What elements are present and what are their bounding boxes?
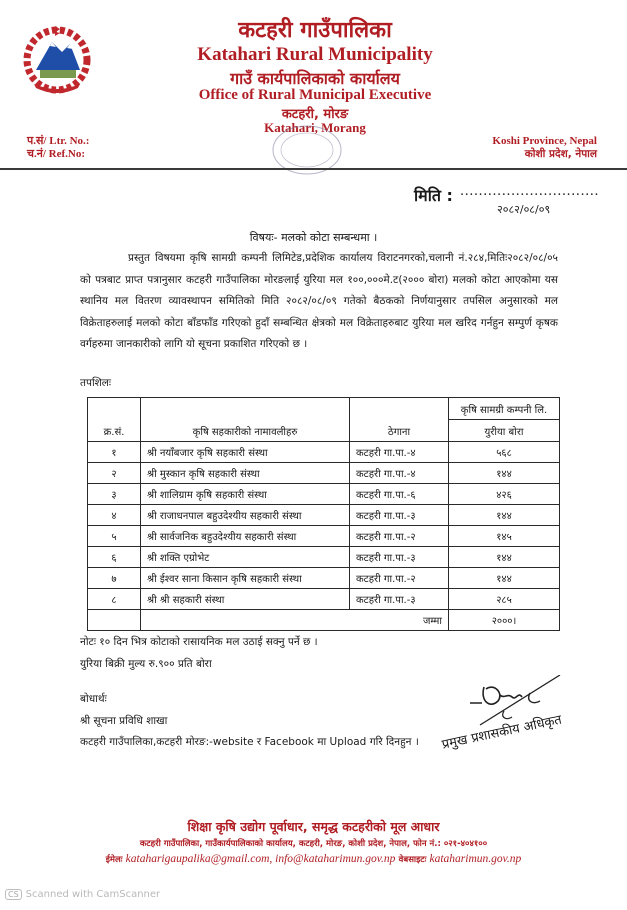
row-qty: १४४ — [449, 505, 560, 526]
cc-line-2: कटहरी गाउँपालिका,कटहरी मोरङ:-website र Facebook मा Upload गरि दिनहुन । — [80, 736, 419, 748]
subject-line: विषयः- मलको कोटा सम्बन्धमा । — [249, 231, 378, 244]
row-address: कटहरी गा.पा.-३ — [350, 505, 449, 526]
footer-address: कटहरी गाउँपालिका, गाउँकार्यपालिकाको कार्यालय, कटहरी, मोरङ, कोशी प्रदेश, नेपाल, फोन नं.: ०२१-४०४१०० — [139, 839, 488, 849]
row-sn: २ — [88, 463, 141, 484]
row-name: श्री मुस्कान कृषि सहकारी संस्था — [141, 463, 350, 484]
row-sn: ४ — [88, 505, 141, 526]
row-qty: १४४ — [449, 547, 560, 568]
table-row — [88, 463, 560, 484]
row-qty: १४५ — [449, 526, 560, 547]
table-row — [88, 526, 560, 547]
row-name: श्री सार्वजनिक बहुउदेश्यीय सहकारी संस्था — [141, 526, 350, 547]
date-value: २०८२/०८/०९ — [497, 203, 551, 216]
office-stamp-icon — [262, 120, 352, 180]
date-dots: .............................. — [460, 184, 599, 199]
row-name: श्री शक्ति एग्रोभेट — [141, 547, 350, 568]
table-row — [88, 484, 560, 505]
row-name: श्री ईश्वर साना किसान कृषि सहकारी संस्था — [141, 568, 350, 589]
table-row — [88, 589, 560, 610]
header-name: कृषि सहकारीको नामावलीहरु — [141, 398, 350, 442]
quota-table — [87, 397, 560, 631]
row-qty: १४४ — [449, 568, 560, 589]
table-row — [88, 442, 560, 463]
province-en: Koshi Province, Nepal — [492, 135, 597, 147]
place-en: Katahari, Morang — [264, 120, 366, 135]
row-name: श्री राजाधनपाल बहुउदेश्यीय सहकारी संस्था — [141, 505, 350, 526]
row-name: श्री नयाँबजार कृषि सहकारी संस्था — [141, 442, 350, 463]
row-sn: ८ — [88, 589, 141, 610]
row-qty: १४४ — [449, 463, 560, 484]
note-deadline: नोटः १० दिन भित्र कोटाको रासायनिक मल उठाई सक्नु पर्ने छ । — [80, 636, 318, 648]
row-sn: ३ — [88, 484, 141, 505]
row-name: श्री श्री सहकारी संस्था — [141, 589, 350, 610]
header-divider — [0, 168, 627, 170]
footer-contact — [0, 853, 627, 865]
website-label: वेबसाइटः — [398, 855, 427, 865]
row-sn: ७ — [88, 568, 141, 589]
total-label: जम्मा — [141, 610, 449, 631]
row-sn: १ — [88, 442, 141, 463]
row-address: कटहरी गा.पा.-२ — [350, 568, 449, 589]
header-address: ठेगाना — [350, 398, 449, 442]
table-row — [88, 505, 560, 526]
cc-line-1: श्री सूचना प्रविधि शाखा — [80, 715, 168, 727]
row-qty: २८५ — [449, 589, 560, 610]
municipality-title-np: कटहरी गाउँपालिका — [238, 18, 392, 43]
row-address: कटहरी गा.पा.-३ — [350, 589, 449, 610]
total-value: २०००। — [449, 610, 560, 631]
row-qty: ४२६ — [449, 484, 560, 505]
watermark-text: Scanned with CamScanner — [25, 889, 161, 900]
office-name-en: Office of Rural Municipal Executive — [198, 87, 432, 103]
row-address: कटहरी गा.पा.-३ — [350, 547, 449, 568]
place-np: कटहरी, मोरङ — [281, 107, 349, 122]
details-label: तपशिलः — [80, 377, 112, 389]
total-empty-cell — [88, 610, 141, 631]
email-label: ईमेलः — [105, 855, 123, 865]
body-paragraph: प्रस्तुत विषयमा कृषि सामग्री कम्पनी लिमिटेड,प्रदेशिक कार्यालय विराटनगरको,चलानी नं.२८४,मितिः२०८२/०८/०५ को पत्रबाट प्राप्त पत्रानुसार कटहरी गाउँपालिका मोरङलाई युरिया मल १००,०००मे.ट(२००० बोरा) मलको कोटा आएकोमा यस स्थानिय मल वितरण व्यावस्थापन समितिको मिति २०८२/०८/०९ गतेको बैठकको निर्णयानुसार तपसिल अनुसारको मल विक्रेताहरुलाई मलको कोटा बाँडफाँड गरिएको हुदाँ सम्बन्धित क्षेत्रको मल विक्रेताहरुबाट युरिया मल खरिद गर्नहुन सम्पुर्ण कृषक वर्गहरुमा जानकारीको लागि यो सूचना प्रकाशित गरिएको छ । — [80, 252, 558, 350]
header-sn: क्र.सं. — [88, 398, 141, 442]
nepal-emblem-icon — [22, 22, 92, 97]
header-qty: युरीया बोरा — [449, 420, 560, 442]
table-total-row — [88, 610, 560, 631]
row-sn: ६ — [88, 547, 141, 568]
cc-label: बोधार्थः — [80, 693, 107, 705]
row-address: कटहरी गा.पा.-६ — [350, 484, 449, 505]
signatory-title: प्रमुख प्रशासकीय अधिकृत — [440, 712, 564, 753]
camscanner-logo-icon: CS — [5, 889, 22, 900]
table-row — [88, 568, 560, 589]
municipality-title-en: Katahari Rural Municipality — [197, 44, 433, 65]
province-np: कोशी प्रदेश, नेपाल — [524, 148, 597, 160]
footer-slogan: शिक्षा कृषि उद्योग पूर्वाधार, समृद्ध कटहरीको मूल आधार — [187, 819, 440, 834]
office-name-np: गाउँ कार्यपालिकाको कार्यालय — [230, 69, 400, 88]
row-name: श्री शालिग्राम कृषि सहकारी संस्था — [141, 484, 350, 505]
row-qty: ५६८ — [449, 442, 560, 463]
camscanner-watermark — [5, 889, 160, 900]
email-links[interactable]: kataharigaupalika@gmail.com, info@kataharimun.gov.np — [125, 853, 396, 865]
date-label: मिति : — [414, 186, 453, 205]
row-address: कटहरी गा.पा.-४ — [350, 442, 449, 463]
letter-no-label: प.सं/ Ltr. No.: — [27, 135, 90, 147]
row-sn: ५ — [88, 526, 141, 547]
header-company: कृषि सामग्री कम्पनी लि. — [449, 398, 560, 420]
table-row — [88, 547, 560, 568]
website-link[interactable]: kataharimun.gov.np — [429, 853, 522, 865]
row-address: कटहरी गा.पा.-४ — [350, 463, 449, 484]
note-price: युरिया बिक्री मुल्य रु.९०० प्रति बोरा — [80, 658, 212, 670]
row-address: कटहरी गा.पा.-२ — [350, 526, 449, 547]
ref-no-label: च.नं/ Ref.No: — [27, 148, 85, 160]
